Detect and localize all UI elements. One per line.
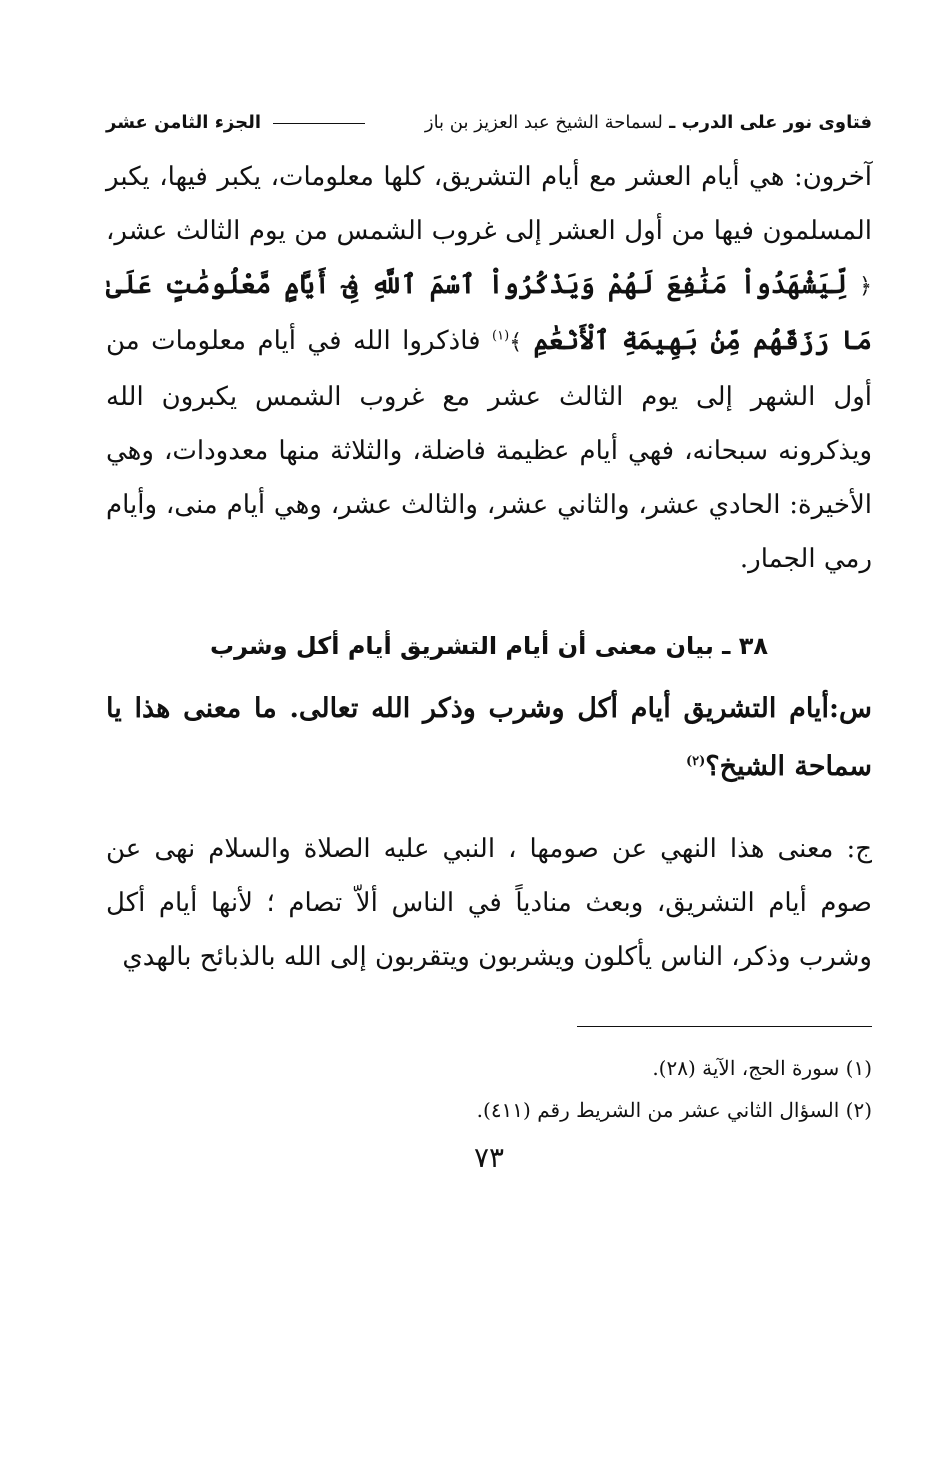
quran-verse: لِّيَشْهَدُواْ مَنَٰفِعَ لَهُمْ وَيَذْكُرُواْ ٱسْمَ ٱللَّهِ فِىٓ أَيَّامٍ مَّعْلُومَٰتٍ عَلَىٰ مَا رَزَقَهُم مِّنۢ بَهِيمَةِ ٱلْأَنْعَٰمِ <box>106 270 872 356</box>
footnote-2: (٢) السؤال الثاني عشر من الشريط رقم (٤١١). <box>476 1098 872 1122</box>
header-book-title: فتاوى نور على الدرب <box>681 112 872 133</box>
quran-open-bracket: ﴿ <box>859 274 873 299</box>
quran-close-bracket: ﴾ <box>509 330 523 355</box>
document-page <box>106 112 872 1174</box>
header-volume-group <box>106 112 371 133</box>
header-volume: الجزء الثامن عشر <box>106 112 262 133</box>
footnote-marker-2: (٢) <box>685 754 706 769</box>
answer-text: ج: معنى هذا النهي عن صومها ، النبي عليه الصلاة والسلام نهى عن صوم أيام التشريق، وبعث منادياً في الناس ألاّ تصام ؛ لأنها أيام أكل وشرب وذكر، الناس يأكلون ويشربون ويتقربون إلى الله بالذبائح بالهدي <box>106 834 872 972</box>
question-paragraph <box>106 680 872 796</box>
paragraph-text-after-quran: فاذكروا الله في أيام معلومات من أول الشهر إلى يوم الثالث عشر مع غروب الشمس يكبرون الله ويذكرونه سبحانه، فهي أيام عظيمة فاضلة، والثلاثة منها معدودات، وهي الأخيرة: الحادي عشر، والثاني عشر، والثالث عشر، وهي أيام منى، وأيام رمي الجمار. <box>106 326 872 574</box>
running-header <box>106 112 872 150</box>
header-rule <box>273 123 365 124</box>
footnote-1: (١) سورة الحج، الآية (٢٨). <box>652 1056 872 1080</box>
footnote-separator <box>577 1026 872 1027</box>
footnote-marker-1: (١) <box>492 328 510 344</box>
header-book-and-author <box>425 112 872 133</box>
header-dash: ـ <box>669 112 676 133</box>
page-number: ٧٣ <box>473 1141 505 1174</box>
answer-paragraph <box>106 822 872 984</box>
section-heading: ٣٨ ـ بيان معنى أن أيام التشريق أيام أكل وشرب <box>209 632 769 660</box>
paragraph-continued <box>106 150 872 586</box>
question-text: س:أيام التشريق أيام أكل وشرب وذكر الله تعالى. ما معنى هذا يا سماحة الشيخ؟ <box>106 693 872 782</box>
header-author: لسماحة الشيخ عبد العزيز بن باز <box>424 112 663 133</box>
paragraph-text-before-quran: آخرون: هي أيام العشر مع أيام التشريق، كلها معلومات، يكبر فيها، يكبر المسلمون فيها من أول العشر إلى غروب الشمس من يوم الثالث عشر، <box>106 162 872 246</box>
